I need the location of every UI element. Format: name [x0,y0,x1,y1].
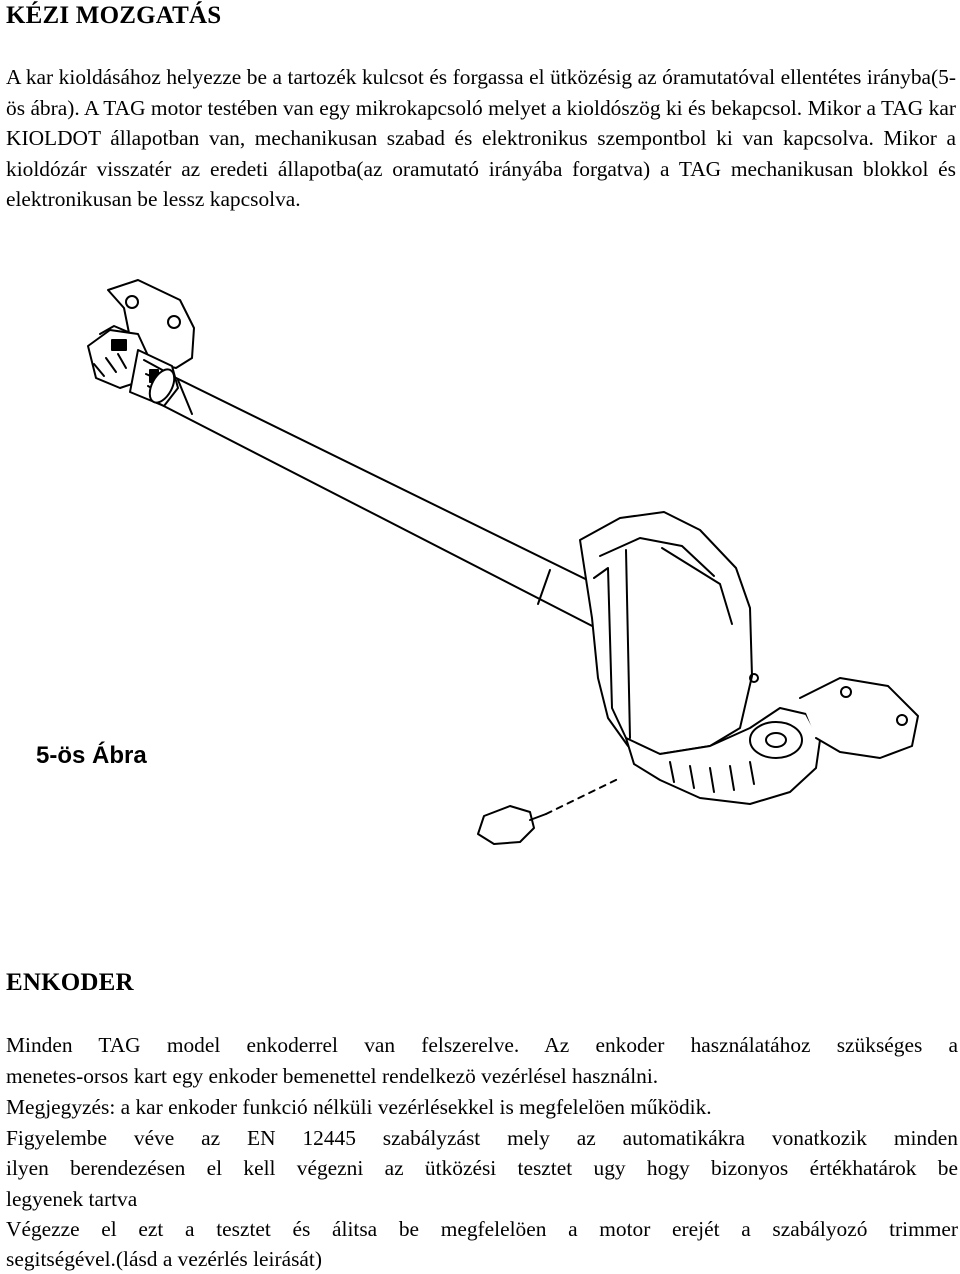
encoder-line-5: ilyen berendezésen el kell végezni az ütközési tesztet ugy hogy bizonyos értékhatárok be [6,1156,958,1180]
encoder-line-2: menetes-orsos kart egy enkoder bemenettel rendelkezö vezérlésel használni. [6,1064,659,1088]
manual-operation-paragraph: A kar kioldásához helyezze be a tartozék kulcsot és forgassa el ütközésig az óramutatóval ellentétes irányba(5-ös ábra). A TAG motor testében van egy mikrokapcsoló melyet a kioldószög ki és bekapcsol. Mikor a TAG kar KIOLDOT állapotban van, mechanikusan szabad és elektronikus szempontbol ki van kapcsolva. Mikor a kioldózár visszatér az eredeti állapotba(az oramutató irányába forgatva) a TAG mechanikusan blokkol és elektronikusan be lessz kapcsolva. [6,65,956,211]
encoder-line-7: Végezze el ezt a tesztet és álitsa be megfelelöen a motor erejét a szabályozó trimmer [6,1217,958,1241]
encoder-line-1: Minden TAG model enkoderrel van felszerelve. Az enkoder használatához szükséges a [6,1033,958,1057]
actuator-drawing-icon [60,268,960,848]
section-title-manual-operation: KÉZI MOZGATÁS [6,2,222,29]
encoder-line-6: legyenek tartva [6,1187,138,1211]
encoder-line-8: segitségével.(lásd a vezérlés leirását) [6,1247,322,1271]
encoder-line-3: Megjegyzés: a kar enkoder funkció nélküli vezérlésekkel is megfelelöen működik. [6,1095,712,1119]
figure-caption: 5-ös Ábra [36,742,147,769]
section-title-encoder: ENKODER [6,969,134,996]
encoder-line-4: Figyelembe véve az EN 12445 szabályzást mely az automatikákra vonatkozik minden [6,1126,958,1150]
